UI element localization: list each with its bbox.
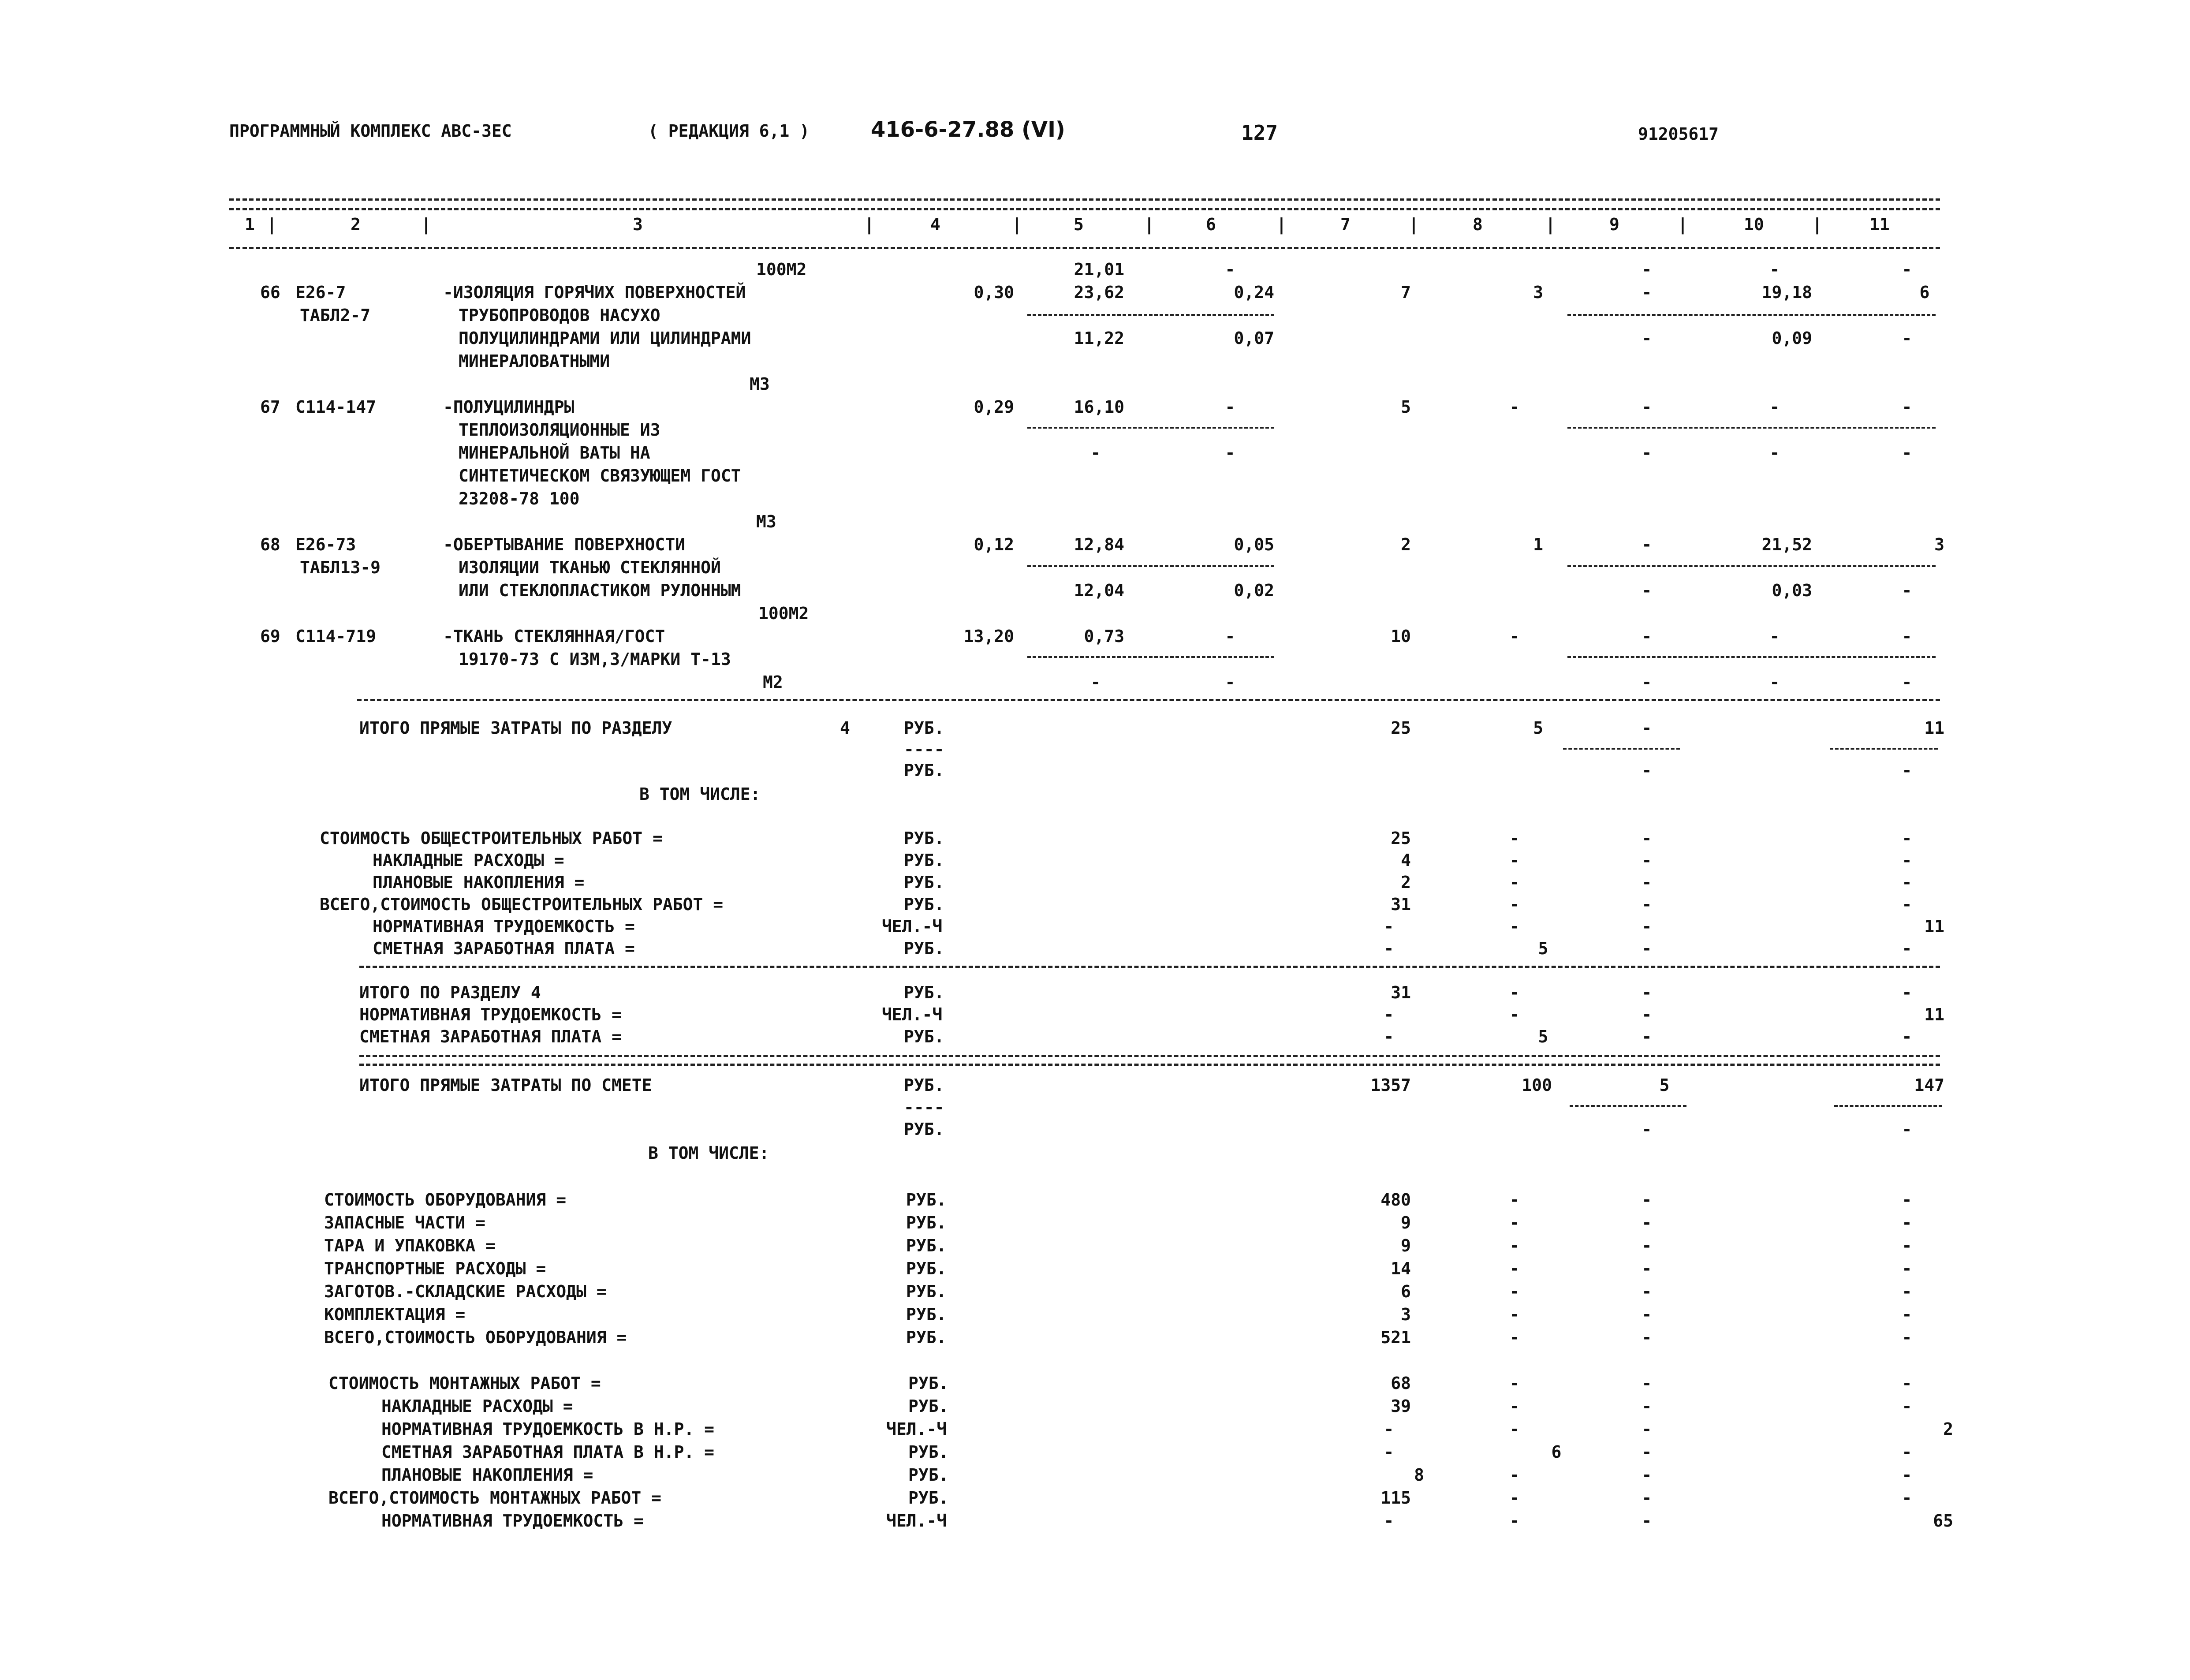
cell-c7: 4 — [1401, 851, 1411, 870]
cell-c8: - — [1509, 1488, 1520, 1508]
cell-c11: 6 — [1919, 283, 1930, 302]
cell-c11: - — [1902, 1282, 1912, 1301]
item-code: С114-147 — [295, 397, 377, 417]
item-name-line: МИНЕРАЛОВАТНЫМИ — [459, 351, 610, 371]
row-label: НОРМАТИВНАЯ ТРУДОЕМКОСТЬ В Н.Р. = — [381, 1419, 714, 1439]
cell-c11: - — [1902, 1259, 1912, 1278]
cell-c7: 31 — [1391, 895, 1411, 914]
cell-c9: - — [1642, 627, 1652, 646]
row-label: СМЕТНАЯ ЗАРАБОТНАЯ ПЛАТА = — [359, 1027, 622, 1046]
cell-c8: 6 — [1551, 1442, 1562, 1462]
item-name-line: ТРУБОПРОВОДОВ НАСУХО — [459, 306, 660, 325]
cell-c11: - — [1902, 1465, 1912, 1485]
unit-cell: РУБ. — [904, 1027, 944, 1046]
unit-cell: РУБ. — [904, 1075, 944, 1095]
item-name-line: 19170-73 С ИЗМ,3/МАРКИ Т-13 — [459, 650, 731, 669]
item-unit: 100М2 — [758, 604, 809, 623]
cell-c11: - — [1902, 1190, 1912, 1210]
cell-c8: - — [1509, 829, 1520, 848]
unit-label: 100М2 — [756, 260, 807, 279]
cell-c10: - — [1769, 443, 1780, 463]
unit-cell: РУБ. — [906, 1213, 947, 1232]
row-label: КОМПЛЕКТАЦИЯ = — [324, 1305, 466, 1324]
item-unit: М3 — [750, 374, 770, 394]
row-label: ПЛАНОВЫЕ НАКОПЛЕНИЯ = — [381, 1465, 593, 1485]
row-label: ПЛАНОВЫЕ НАКОПЛЕНИЯ = — [373, 873, 585, 892]
cell-c9: - — [1642, 1120, 1652, 1139]
unit-cell: РУБ. — [906, 1259, 947, 1278]
cell-c11: - — [1902, 895, 1912, 914]
cell-c8: - — [1509, 1305, 1520, 1324]
cell-c8: - — [1509, 1374, 1520, 1393]
cell-c9: - — [1642, 939, 1652, 958]
cell-c7: 8 — [1414, 1465, 1424, 1485]
unit-cell: РУБ. — [908, 1442, 949, 1462]
cell-c7: 115 — [1380, 1488, 1411, 1508]
cell-c7: 3 — [1401, 1305, 1411, 1324]
cell-c9: - — [1642, 535, 1652, 554]
cell-c6: - — [1225, 627, 1235, 646]
cell-c9: - — [1642, 761, 1652, 780]
cell-c8: - — [1509, 1213, 1520, 1232]
cell-c11: - — [1902, 851, 1912, 870]
unit-cell: РУБ. — [904, 718, 944, 738]
unit-cell: РУБ. — [908, 1396, 949, 1416]
cell-c9: - — [1642, 283, 1652, 302]
row-label: НОРМАТИВНАЯ ТРУДОЕМКОСТЬ = — [359, 1005, 622, 1024]
unit-cell: ЧЕЛ.-Ч — [886, 1511, 947, 1531]
cell-c8: 1 — [1533, 535, 1543, 554]
cell-c11: - — [1902, 1374, 1912, 1393]
cell-c8: - — [1509, 873, 1520, 892]
cell-c9: - — [1642, 1027, 1652, 1046]
unit-cell: РУБ. — [908, 1465, 949, 1485]
item-unit: М2 — [763, 672, 783, 692]
cell-c11: - — [1902, 397, 1912, 417]
unit-cell: РУБ. — [906, 1305, 947, 1324]
cell-c7: 39 — [1391, 1396, 1411, 1416]
cell-c11: 147 — [1914, 1075, 1944, 1095]
program-title: ПРОГРАММНЫЙ КОМПЛЕКС АВС-ЗЕС — [229, 121, 512, 141]
item-name-line: СИНТЕТИЧЕСКОМ СВЯЗУЮЩЕМ ГОСТ — [459, 466, 741, 485]
item-code: С114-719 — [295, 627, 377, 646]
row-label: ВСЕГО,СТОИМОСТЬ ОБОРУДОВАНИЯ = — [324, 1328, 627, 1347]
cell-qty: 0,12 — [974, 535, 1014, 554]
col-header-8: 8 — [1473, 215, 1483, 234]
cell-c10: 21,52 — [1761, 535, 1812, 554]
cell-c9: - — [1642, 1236, 1652, 1255]
item-name-line: -ПОЛУЦИЛИНДРЫ — [443, 397, 575, 417]
cell-c7: 10 — [1391, 627, 1411, 646]
col-header-7: 7 — [1340, 215, 1351, 234]
unit-cell: РУБ. — [904, 1120, 944, 1139]
cell-qty: 0,30 — [974, 283, 1014, 302]
unit-cell: ЧЕЛ.-Ч — [882, 917, 943, 936]
cell-c8: - — [1509, 895, 1520, 914]
cell-c9: - — [1642, 1488, 1652, 1508]
row-label: НАКЛАДНЫЕ РАСХОДЫ = — [373, 851, 564, 870]
document-number: 91205617 — [1638, 124, 1719, 144]
item-number: 68 — [260, 535, 280, 554]
cell-c11: - — [1902, 329, 1912, 348]
cell-c7: 9 — [1401, 1236, 1411, 1255]
item-number: 67 — [260, 397, 280, 417]
row-label: ВСЕГО,СТОИМОСТЬ МОНТАЖНЫХ РАБОТ = — [328, 1488, 661, 1508]
row-label: ЗАГОТОВ.-СКЛАДСКИЕ РАСХОДЫ = — [324, 1282, 607, 1301]
col-header-1: 1 — [245, 215, 255, 234]
section-separator — [359, 966, 1940, 968]
cell-c6: - — [1225, 397, 1235, 417]
row-label: ИТОГО ПО РАЗДЕЛУ 4 — [359, 983, 541, 1002]
cell-c11: - — [1902, 873, 1912, 892]
cell-c7: - — [1384, 1027, 1394, 1046]
cell-c8: - — [1509, 983, 1520, 1002]
cell-c8: - — [1509, 1419, 1520, 1439]
item-number: 66 — [260, 283, 280, 302]
top-separator-2 — [229, 208, 1940, 210]
item-name-line: ИЛИ СТЕКЛОПЛАСТИКОМ РУЛОННЫМ — [459, 581, 741, 600]
unit-cell: РУБ. — [904, 983, 944, 1002]
cell-c11: 11 — [1924, 917, 1944, 936]
edition-label: ( РЕДАКЦИЯ 6,1 ) — [648, 121, 810, 141]
cell-c5: 0,73 — [1084, 627, 1124, 646]
col-header-3: 3 — [633, 215, 643, 234]
cell-c8: - — [1509, 397, 1520, 417]
cell-c7: 2 — [1401, 535, 1411, 554]
cell-c8: - — [1509, 1259, 1520, 1278]
cell-c8: - — [1509, 851, 1520, 870]
cell-c11: 2 — [1943, 1419, 1953, 1439]
cell-c8: 5 — [1533, 718, 1543, 738]
header-separator — [229, 247, 1940, 249]
cell-c8: - — [1509, 627, 1520, 646]
unit-cell: РУБ. — [906, 1282, 947, 1301]
cell-c11: - — [1902, 1328, 1912, 1347]
col-header-6: 6 — [1206, 215, 1216, 234]
cell-c6: 0,02 — [1234, 581, 1274, 600]
cell-c11: - — [1902, 1236, 1912, 1255]
cell-c9: - — [1642, 983, 1652, 1002]
cell-c11: - — [1902, 581, 1912, 600]
cell-c6: - — [1225, 672, 1235, 692]
cell-c9: - — [1642, 329, 1652, 348]
cell-c9: - — [1642, 917, 1652, 936]
row-label: НОРМАТИВНАЯ ТРУДОЕМКОСТЬ = — [373, 917, 635, 936]
cell-c11: - — [1902, 761, 1912, 780]
top-separator — [229, 198, 1940, 201]
cell-c9: - — [1642, 1511, 1652, 1531]
cell-c11: - — [1902, 672, 1912, 692]
unit-cell: РУБ. — [906, 1328, 947, 1347]
row-label: ВСЕГО,СТОИМОСТЬ ОБЩЕСТРОИТЕЛЬНЫХ РАБОТ = — [320, 895, 724, 914]
cell-c9: - — [1642, 1374, 1652, 1393]
cell-c5: 11,22 — [1074, 329, 1124, 348]
row-label: СТОИМОСТЬ ОБОРУДОВАНИЯ = — [324, 1190, 567, 1210]
cell-c9: - — [1642, 260, 1652, 279]
cell-c8: 3 — [1533, 283, 1543, 302]
cell-c11: - — [1902, 939, 1912, 958]
cell-c9: - — [1642, 851, 1652, 870]
item-name-line: ИЗОЛЯЦИИ ТКАНЬЮ СТЕКЛЯННОЙ — [459, 558, 721, 577]
cell-c6: - — [1225, 443, 1235, 463]
cell-c9: - — [1642, 1465, 1652, 1485]
cell-c9: - — [1642, 672, 1652, 692]
cell-c8: - — [1509, 1396, 1520, 1416]
unit-dash: ---- — [904, 1098, 944, 1117]
col-header-9: 9 — [1609, 215, 1619, 234]
section-total-label: ИТОГО ПРЯМЫЕ ЗАТРАТЫ ПО РАЗДЕЛУ — [359, 718, 672, 738]
cell-c8: - — [1509, 1465, 1520, 1485]
document-code: 416-6-27.88 (VI) — [871, 117, 1065, 142]
cell-c6: 0,05 — [1234, 535, 1274, 554]
row-label: СТОИМОСТЬ МОНТАЖНЫХ РАБОТ = — [328, 1374, 601, 1393]
cell-c8: - — [1509, 1190, 1520, 1210]
cell-c11: - — [1902, 260, 1912, 279]
cell-c8: - — [1509, 1282, 1520, 1301]
item-name-line: -ИЗОЛЯЦИЯ ГОРЯЧИХ ПОВЕРХНОСТЕЙ — [443, 283, 746, 302]
cell-c5: 21,01 — [1074, 260, 1124, 279]
unit-cell: РУБ. — [908, 1374, 949, 1393]
row-label: ТАРА И УПАКОВКА = — [324, 1236, 496, 1255]
cell-c6: 0,07 — [1234, 329, 1274, 348]
cell-c8: 5 — [1538, 1027, 1548, 1046]
row-label: ТРАНСПОРТНЫЕ РАСХОДЫ = — [324, 1259, 546, 1278]
row-label: НАКЛАДНЫЕ РАСХОДЫ = — [381, 1396, 573, 1416]
cell-c7: 68 — [1391, 1374, 1411, 1393]
cell-c9: - — [1642, 718, 1652, 738]
cell-c5: 12,04 — [1074, 581, 1124, 600]
cell-c7: - — [1384, 917, 1394, 936]
cell-c8: - — [1509, 917, 1520, 936]
cell-qty: 13,20 — [963, 627, 1014, 646]
cell-c10: - — [1769, 672, 1780, 692]
cell-c11: 11 — [1924, 1005, 1944, 1024]
cell-c7: 31 — [1391, 983, 1411, 1002]
item-name-line: ТЕПЛОИЗОЛЯЦИОННЫЕ ИЗ — [459, 420, 660, 440]
cell-c9: - — [1642, 1442, 1652, 1462]
item-code: Е26-7 — [295, 283, 346, 302]
col-header-5: 5 — [1074, 215, 1084, 234]
col-header-2: 2 — [351, 215, 361, 234]
cell-c7: 9 — [1401, 1213, 1411, 1232]
cell-c9: - — [1642, 1213, 1652, 1232]
cell-c9: - — [1642, 1419, 1652, 1439]
row-label: ЗАПАСНЫЕ ЧАСТИ = — [324, 1213, 486, 1232]
cell-c11: - — [1902, 1396, 1912, 1416]
cell-c6: - — [1225, 260, 1235, 279]
cell-c7: 480 — [1380, 1190, 1411, 1210]
cell-c7: 5 — [1401, 397, 1411, 417]
cell-c7: - — [1384, 1419, 1394, 1439]
cell-c9: - — [1642, 397, 1652, 417]
cell-c7: 2 — [1401, 873, 1411, 892]
cell-c8: - — [1509, 1236, 1520, 1255]
cell-c5: - — [1090, 443, 1101, 463]
cell-c9: - — [1642, 1005, 1652, 1024]
unit-cell: ЧЕЛ.-Ч — [882, 1005, 943, 1024]
unit-cell: РУБ. — [904, 761, 944, 780]
cell-c9: - — [1642, 1328, 1652, 1347]
unit-cell: РУБ. — [904, 829, 944, 848]
cell-c10: 19,18 — [1761, 283, 1812, 302]
cell-c11: 11 — [1924, 718, 1944, 738]
cell-c11: - — [1902, 983, 1912, 1002]
col-header-10: 10 — [1744, 215, 1764, 234]
cell-c10: 0,03 — [1772, 581, 1812, 600]
cell-c7: - — [1384, 1005, 1394, 1024]
cell-c8: - — [1509, 1511, 1520, 1531]
cell-c11: - — [1902, 1027, 1912, 1046]
cell-c10: - — [1769, 397, 1780, 417]
unit-cell: ЧЕЛ.-Ч — [886, 1419, 947, 1439]
section-number: 4 — [840, 718, 850, 738]
estimate-total-label: ИТОГО ПРЯМЫЕ ЗАТРАТЫ ПО СМЕТЕ — [359, 1075, 652, 1095]
unit-cell: РУБ. — [904, 851, 944, 870]
item-code: Е26-73 — [295, 535, 356, 554]
item-number: 69 — [260, 627, 280, 646]
cell-c10: - — [1769, 260, 1780, 279]
cell-c9: - — [1642, 873, 1652, 892]
cell-c11: - — [1902, 1488, 1912, 1508]
cell-c7: 25 — [1391, 829, 1411, 848]
item-name-line: -ТКАНЬ СТЕКЛЯННАЯ/ГОСТ — [443, 627, 665, 646]
row-label: НОРМАТИВНАЯ ТРУДОЕМКОСТЬ = — [381, 1511, 644, 1531]
section-separator — [359, 1055, 1940, 1057]
cell-c7: - — [1384, 939, 1394, 958]
item-name-line: -ОБЕРТЫВАНИЕ ПОВЕРХНОСТИ — [443, 535, 686, 554]
row-label: СТОИМОСТЬ ОБЩЕСТРОИТЕЛЬНЫХ РАБОТ = — [320, 829, 663, 848]
item-name-line: 23208-78 100 — [459, 489, 580, 508]
cell-c9: - — [1642, 443, 1652, 463]
unit-cell: РУБ. — [906, 1236, 947, 1255]
section-separator — [357, 699, 1940, 701]
page-number: 127 — [1241, 121, 1278, 145]
cell-c11: - — [1902, 829, 1912, 848]
cell-c9: - — [1642, 895, 1652, 914]
cell-c9: - — [1642, 1190, 1652, 1210]
cell-c7: - — [1384, 1511, 1394, 1531]
cell-c7: 521 — [1380, 1328, 1411, 1347]
cell-c8: 100 — [1522, 1075, 1552, 1095]
cell-c8: 5 — [1538, 939, 1548, 958]
row-label: СМЕТНАЯ ЗАРАБОТНАЯ ПЛАТА = — [373, 939, 635, 958]
cell-c9: - — [1642, 1259, 1652, 1278]
cell-c10: - — [1769, 627, 1780, 646]
cell-c9: 5 — [1659, 1075, 1670, 1095]
cell-c9: - — [1642, 581, 1652, 600]
cell-c11: - — [1902, 627, 1912, 646]
unit-cell: РУБ. — [908, 1488, 949, 1508]
unit-cell: РУБ. — [904, 873, 944, 892]
item-name-line: ПОЛУЦИЛИНДРАМИ ИЛИ ЦИЛИНДРАМИ — [459, 329, 751, 348]
unit-cell: РУБ. — [904, 939, 944, 958]
item-unit: М3 — [756, 512, 776, 531]
cell-c11: - — [1902, 1120, 1912, 1139]
col-header-4: 4 — [930, 215, 940, 234]
cell-c7: 14 — [1391, 1259, 1411, 1278]
cell-c11: - — [1902, 1213, 1912, 1232]
cell-qty: 0,29 — [974, 397, 1014, 417]
item-name-line: МИНЕРАЛЬНОЙ ВАТЫ НА — [459, 443, 650, 463]
cell-c7: 6 — [1401, 1282, 1411, 1301]
cell-c6: 0,24 — [1234, 283, 1274, 302]
cell-c8: - — [1509, 1005, 1520, 1024]
unit-dash: ---- — [904, 739, 944, 759]
including-label: В ТОМ ЧИСЛЕ: — [639, 784, 761, 804]
unit-cell: РУБ. — [906, 1190, 947, 1210]
cell-c7: - — [1384, 1442, 1394, 1462]
cell-c11: - — [1902, 443, 1912, 463]
row-label: СМЕТНАЯ ЗАРАБОТНАЯ ПЛАТА В Н.Р. = — [381, 1442, 714, 1462]
section-separator — [359, 1064, 1940, 1066]
cell-c9: - — [1642, 829, 1652, 848]
col-header-11: 11 — [1869, 215, 1890, 234]
cell-c9: - — [1642, 1282, 1652, 1301]
cell-c10: 0,09 — [1772, 329, 1812, 348]
cell-c5: - — [1090, 672, 1101, 692]
cell-c7: 7 — [1401, 283, 1411, 302]
unit-cell: РУБ. — [904, 895, 944, 914]
cell-c5: 16,10 — [1074, 397, 1124, 417]
cell-c7: 25 — [1391, 718, 1411, 738]
cell-c9: - — [1642, 1305, 1652, 1324]
cell-c11: 3 — [1934, 535, 1944, 554]
item-code-table: ТАБЛ13-9 — [300, 558, 381, 577]
item-code-table: ТАБЛ2-7 — [300, 306, 371, 325]
cell-c9: - — [1642, 1396, 1652, 1416]
cell-c11: 65 — [1933, 1511, 1953, 1531]
cell-c5: 12,84 — [1074, 535, 1124, 554]
including-label: В ТОМ ЧИСЛЕ: — [648, 1143, 769, 1163]
cell-c8: - — [1509, 1328, 1520, 1347]
cell-c5: 23,62 — [1074, 283, 1124, 302]
cell-c7: 1357 — [1370, 1075, 1411, 1095]
cell-c11: - — [1902, 1305, 1912, 1324]
cell-c11: - — [1902, 1442, 1912, 1462]
